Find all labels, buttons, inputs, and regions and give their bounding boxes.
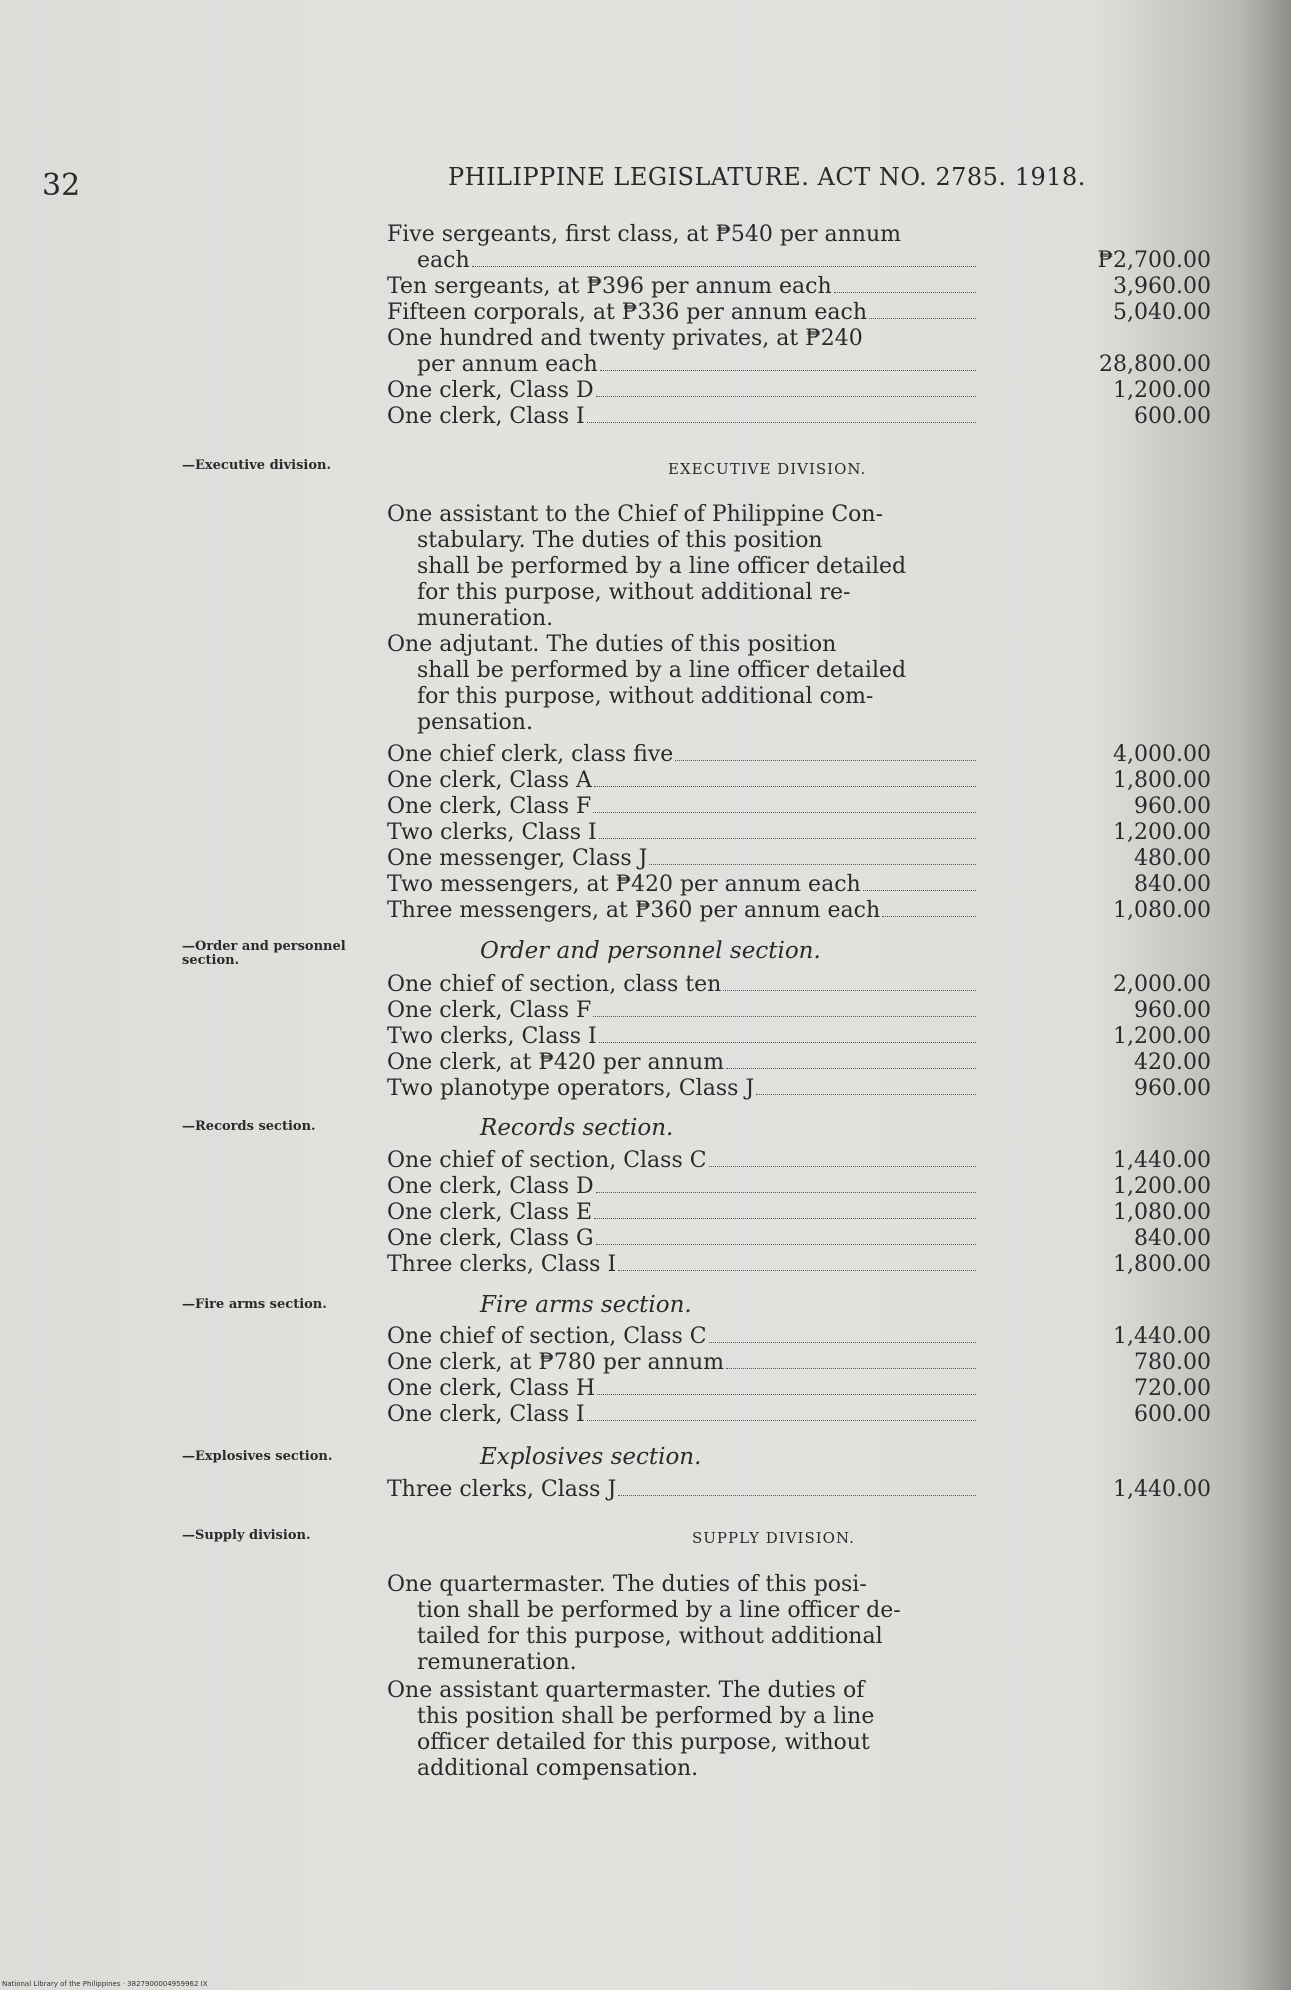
paragraph-assistant-quartermaster: One assistant quartermaster. The duties of this position shall be performed by a line officer detailed for this purpose, without additional compensation. [387, 1678, 875, 1781]
page-number: 32 [42, 168, 81, 203]
item-amount: 720.00 [1134, 1376, 1211, 1401]
item-amount: 3,960.00 [1113, 274, 1211, 299]
item-amount: 840.00 [1134, 872, 1211, 897]
appropriation-item: One clerk, at ₱420 per annum [387, 1050, 980, 1076]
heading-supply-division: SUPPLY DIVISION. [692, 1529, 855, 1547]
item-amount: 600.00 [1134, 1402, 1211, 1427]
appropriation-item: Two planotype operators, Class J [387, 1076, 980, 1102]
appropriation-item: One chief clerk, class five [387, 742, 980, 768]
paragraph-quartermaster: One quartermaster. The duties of this posi- tion shall be performed by a line officer de- tailed for this purpose, without additional remuneration. [387, 1572, 901, 1675]
item-amount: 960.00 [1134, 1076, 1211, 1101]
appropriation-item: One clerk, Class D [387, 1174, 980, 1200]
item-amount: 420.00 [1134, 1050, 1211, 1075]
item-amount: ₱2,700.00 [1097, 248, 1211, 273]
item-amount: 960.00 [1134, 998, 1211, 1023]
appropriation-item: One messenger, Class J [387, 846, 980, 872]
appropriation-item: Two clerks, Class I [387, 1024, 980, 1050]
item-amount: 780.00 [1134, 1350, 1211, 1375]
appropriation-item: One clerk, Class H [387, 1376, 980, 1402]
item-amount: 1,800.00 [1113, 1252, 1211, 1277]
item-amount: 1,800.00 [1113, 768, 1211, 793]
item-amount: 1,200.00 [1113, 1024, 1211, 1049]
appropriation-item: One clerk, Class A [387, 768, 980, 794]
item-amount: 28,800.00 [1099, 352, 1211, 377]
item-amount: 2,000.00 [1113, 972, 1211, 997]
appropriation-item: One clerk, Class I [387, 404, 980, 430]
appropriation-item: One clerk, Class F [387, 794, 980, 820]
appropriation-item: Three clerks, Class I [387, 1252, 980, 1278]
appropriation-item: One clerk, Class F [387, 998, 980, 1024]
appropriation-item: One clerk, Class D [387, 378, 980, 404]
appropriation-item: One clerk, Class G [387, 1226, 980, 1252]
appropriation-item: One chief of section, Class C [387, 1324, 980, 1350]
item-amount: 1,200.00 [1113, 820, 1211, 845]
item-amount: 1,080.00 [1113, 898, 1211, 923]
sidenote-supply: —Supply division. [182, 1528, 311, 1543]
appropriation-item: One clerk, Class I [387, 1402, 980, 1428]
scan-credit: National Library of the Philippines · 3827900004959962 IX [2, 1980, 208, 1988]
appropriation-item: Three clerks, Class J [387, 1477, 980, 1503]
item-amount: 5,040.00 [1113, 300, 1211, 325]
heading-explosives: Explosives section. [480, 1444, 702, 1470]
appropriation-item: Two messengers, at ₱420 per annum each [387, 872, 980, 898]
running-head: PHILIPPINE LEGISLATURE. ACT NO. 2785. 1918. [448, 163, 1086, 191]
appropriation-item: One hundred and twenty privates, at ₱240 per annum each [387, 326, 980, 378]
item-amount: 1,080.00 [1113, 1200, 1211, 1225]
appropriation-item: Fifteen corporals, at ₱336 per annum each [387, 300, 980, 326]
item-amount: 1,200.00 [1113, 378, 1211, 403]
sidenote-order-personnel: —Order and personnel section. [182, 939, 346, 968]
item-amount: 480.00 [1134, 846, 1211, 871]
heading-executive-division: EXECUTIVE DIVISION. [668, 460, 867, 478]
sidenote-fire-arms: —Fire arms section. [182, 1297, 327, 1312]
item-amount: 1,440.00 [1113, 1477, 1211, 1502]
item-amount: 840.00 [1134, 1226, 1211, 1251]
heading-fire-arms: Fire arms section. [480, 1292, 692, 1318]
sidenote-explosives: —Explosives section. [182, 1449, 333, 1464]
item-amount: 1,440.00 [1113, 1148, 1211, 1173]
sidenote-executive: —Executive division. [182, 458, 332, 473]
appropriation-item: One chief of section, Class C [387, 1148, 980, 1174]
appropriation-item: One chief of section, class ten [387, 972, 980, 998]
sidenote-records: —Records section. [182, 1119, 316, 1134]
item-amount: 960.00 [1134, 794, 1211, 819]
item-amount: 600.00 [1134, 404, 1211, 429]
appropriation-item: Two clerks, Class I [387, 820, 980, 846]
paragraph-assistant: One assistant to the Chief of Philippine Con- stabulary. The duties of this position shall be performed by a line officer detailed for this purpose, without additional re- muneration. [387, 502, 907, 631]
appropriation-item: Ten sergeants, at ₱396 per annum each [387, 274, 980, 300]
paragraph-adjutant: One adjutant. The duties of this position shall be performed by a line officer detailed for this purpose, without additional com- pensation. [387, 632, 907, 735]
appropriation-item: One clerk, Class E [387, 1200, 980, 1226]
heading-records: Records section. [480, 1115, 674, 1141]
appropriation-item: Three messengers, at ₱360 per annum each [387, 898, 980, 924]
item-amount: 4,000.00 [1113, 742, 1211, 767]
appropriation-item: Five sergeants, first class, at ₱540 per annum each [387, 222, 980, 274]
heading-order-personnel: Order and personnel section. [480, 938, 821, 964]
item-amount: 1,440.00 [1113, 1324, 1211, 1349]
item-amount: 1,200.00 [1113, 1174, 1211, 1199]
appropriation-item: One clerk, at ₱780 per annum [387, 1350, 980, 1376]
